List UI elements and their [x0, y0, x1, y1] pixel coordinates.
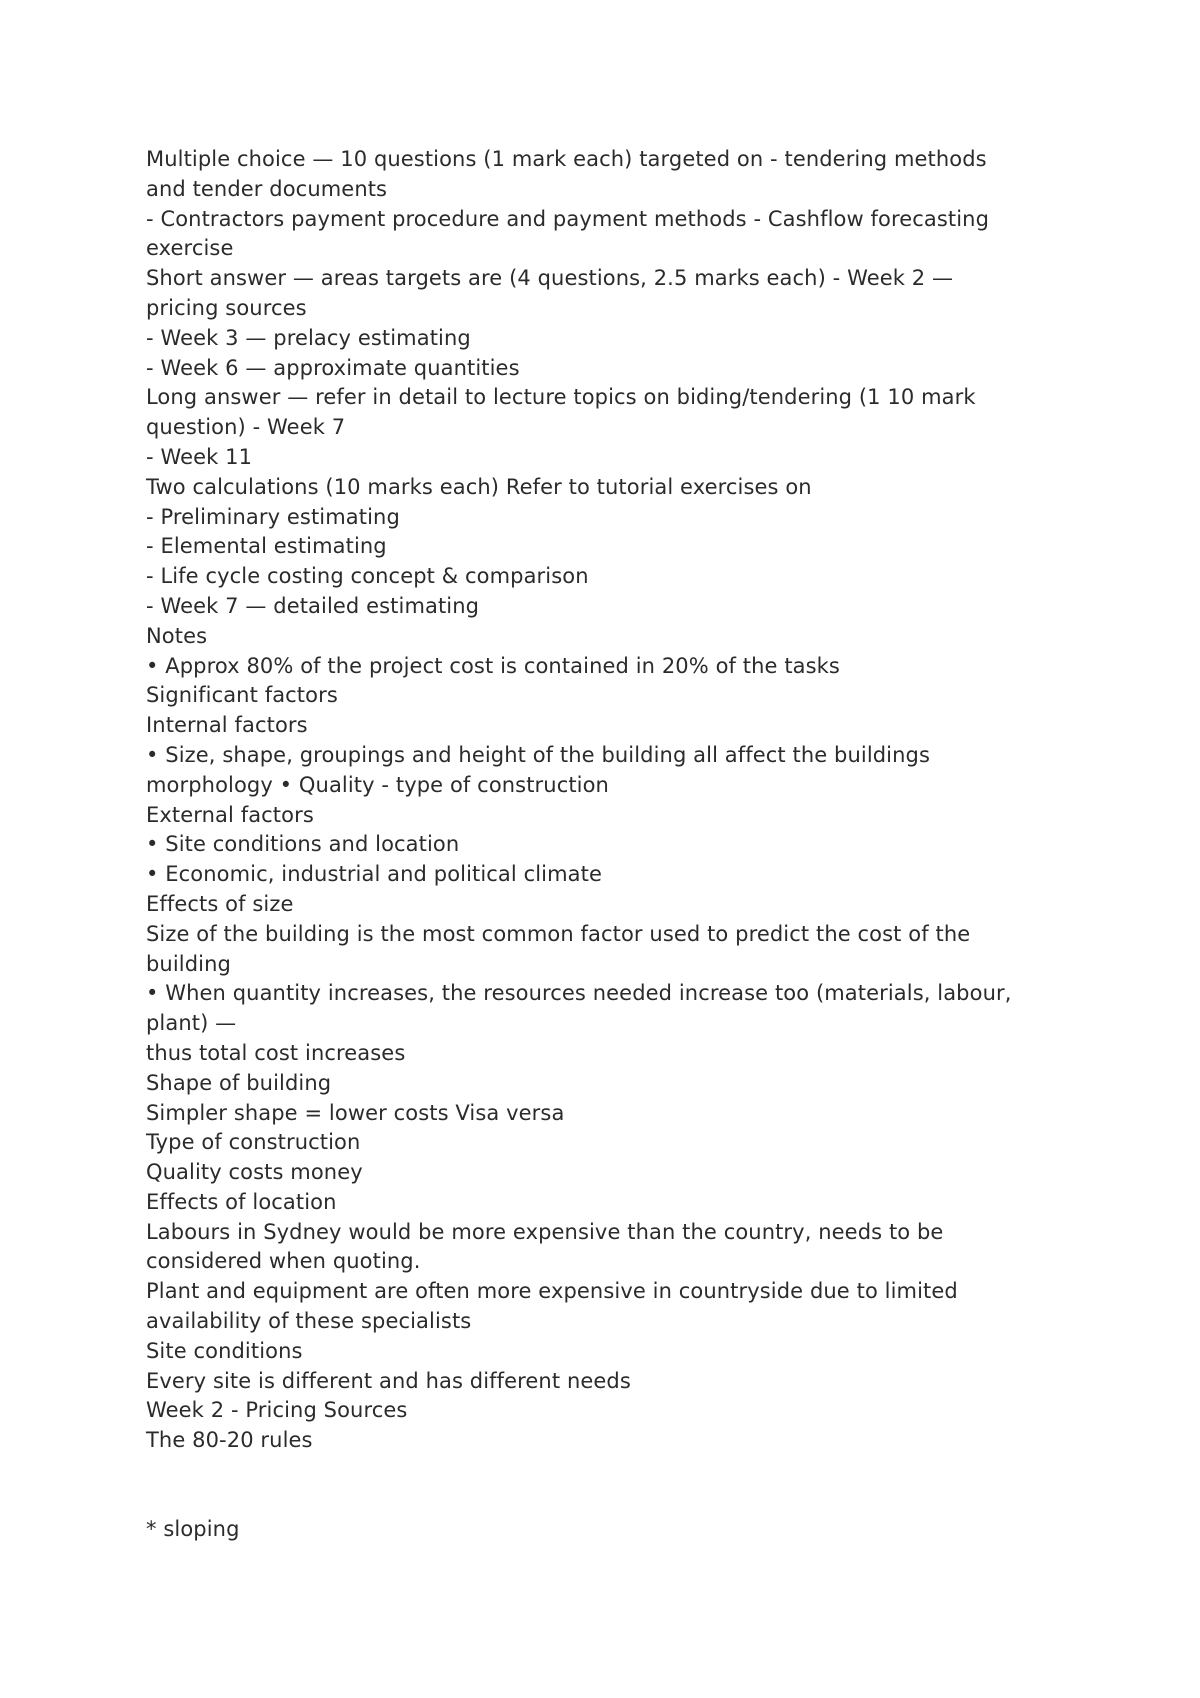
spacer — [146, 1456, 1066, 1515]
text-line: Multiple choice — 10 questions (1 mark each) targeted on - tendering methods — [146, 147, 987, 171]
text-line: - Life cycle costing concept & comparison — [146, 564, 589, 589]
text-line: - Elemental estimating — [146, 534, 387, 559]
text-line: considered when quoting. — [146, 1249, 421, 1274]
text-line: Site conditions — [146, 1338, 303, 1363]
text-line: Internal factors — [146, 713, 308, 738]
text-line: Week 2 - Pricing Sources — [146, 1398, 408, 1423]
text-line: The 80-20 rules — [146, 1428, 313, 1453]
text-line: • Site conditions and location — [146, 832, 460, 857]
text-line: Simpler shape = lower costs Visa versa — [146, 1100, 565, 1125]
text-line: • Size, shape, groupings and height of the building all affect the buildings — [146, 742, 930, 767]
text-line: plant) — — [146, 1011, 237, 1036]
text-line: Short answer — areas targets are (4 questions, 2.5 marks each) - Week 2 — — [146, 266, 954, 291]
text-line: exercise — [146, 236, 234, 261]
text-line: Effects of location — [146, 1189, 337, 1214]
text-line: - Week 7 — detailed estimating — [146, 593, 480, 618]
text-line: Plant and equipment are often more expensive in countryside due to limited — [146, 1279, 958, 1304]
text-line: Size of the building is the most common factor used to predict the cost of the — [146, 921, 971, 946]
document-body — [146, 145, 1066, 1545]
text-line: - Week 11 — [146, 444, 253, 469]
text-line: • Approx 80% of the project cost is contained in 20% of the tasks — [146, 653, 840, 678]
text-line: Significant factors — [146, 683, 338, 708]
text-line: Quality costs money — [146, 1160, 363, 1185]
text-line: Effects of size — [146, 891, 294, 916]
text-line: • When quantity increases, the resources needed increase too (materials, labour, — [146, 981, 1012, 1006]
text-line: - Contractors payment procedure and payment methods - Cashflow forecasting — [146, 206, 990, 231]
text-line: Type of construction — [146, 1130, 361, 1155]
text-line: morphology • Quality - type of construction — [146, 772, 609, 797]
text-line: • Economic, industrial and political climate — [146, 862, 602, 887]
text-line: Long answer — refer in detail to lecture topics on biding/tendering (1 10 mark — [146, 385, 976, 410]
text-line: - Week 6 — approximate quantities — [146, 355, 520, 380]
text-line: building — [146, 951, 231, 976]
text-line: Shape of building — [146, 1070, 332, 1095]
text-line: availability of these specialists — [146, 1309, 472, 1334]
text-line: - Week 3 — prelacy estimating — [146, 325, 471, 350]
footnote: * sloping — [146, 1517, 240, 1542]
text-line: thus total cost increases — [146, 1040, 406, 1065]
text-line: question) - Week 7 — [146, 415, 346, 440]
text-line: Two calculations (10 marks each) Refer to tutorial exercises on — [146, 474, 812, 499]
text-line: pricing sources — [146, 295, 307, 320]
text-line: Notes — [146, 623, 208, 648]
text-line: - Preliminary estimating — [146, 504, 400, 529]
text-line: and tender documents — [146, 176, 388, 201]
text-line: External factors — [146, 802, 314, 827]
text-line: Labours in Sydney would be more expensive than the country, needs to be — [146, 1219, 944, 1244]
text-line: Every site is different and has different needs — [146, 1368, 631, 1393]
